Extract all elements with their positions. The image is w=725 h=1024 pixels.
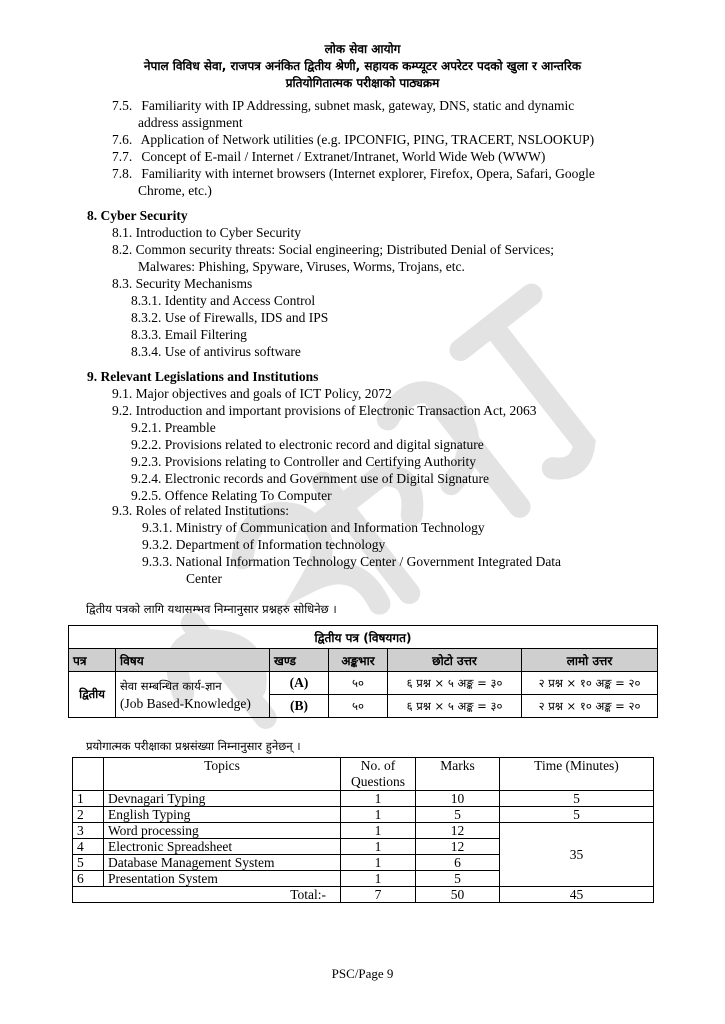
item-9-2-5: 9.2.5. Offence Relating To Computer xyxy=(131,488,332,503)
item-8-2: 8.2. Common security threats: Social engineering; Distributed Denial of Services; xyxy=(112,242,555,257)
note-paper-two: द्वितीय पत्रको लागि यथासम्भव निम्नानुसार प्रश्नहरु सोधिनेछ । xyxy=(86,602,337,616)
table2-header-row xyxy=(73,758,654,791)
table2-marks: 12 xyxy=(416,823,500,839)
table1-header-short: छोटो उत्तर xyxy=(388,649,522,672)
table2-time: 5 xyxy=(500,791,654,807)
item-7-8: 7.8. Familiarity with internet browsers (Internet explorer, Firefox, Opera, Safari, Google xyxy=(112,166,595,181)
table2-header-sn xyxy=(73,758,104,791)
table1-subject-english: (Job Based-Knowledge) xyxy=(120,695,251,711)
item-9-3-1: 9.3.1. Ministry of Communication and Information Technology xyxy=(142,520,485,535)
table2-sn: 2 xyxy=(73,807,104,823)
practical-table xyxy=(72,757,654,903)
table2-total-marks: 50 xyxy=(416,887,500,903)
table2-sn: 6 xyxy=(73,871,104,887)
table2-total-label: Total:- xyxy=(73,887,341,903)
item-9-2-4: 9.2.4. Electronic records and Government use of Digital Signature xyxy=(131,471,490,486)
header-subtitle: प्रतियोगितात्मक परीक्षाको पाठ्यक्रम xyxy=(285,76,440,90)
table2-marks: 10 xyxy=(416,791,500,807)
table1-paper: द्वितीय xyxy=(69,672,116,718)
table1-subject-nepali: सेवा सम्बन्धित कार्य-ज्ञान xyxy=(120,678,222,693)
table2-marks: 6 xyxy=(416,855,500,871)
table2-topic: Devnagari Typing xyxy=(104,791,341,807)
item-7-7: 7.7. Concept of E-mail / Internet / Extranet/Intranet, World Wide Web (WWW) xyxy=(112,149,546,164)
table2-topic: Electronic Spreadsheet xyxy=(104,839,341,855)
paper-two-table xyxy=(68,625,658,718)
table2-questions: 1 xyxy=(341,807,416,823)
table2-header-marks: Marks xyxy=(416,758,500,791)
section-8-title: 8. Cyber Security xyxy=(87,208,188,223)
note-practical: प्रयोगात्मक परीक्षाका प्रश्नसंख्या निम्नानुसार हुनेछन् । xyxy=(86,739,301,753)
item-7-5: 7.5. Familiarity with IP Addressing, subnet mask, gateway, DNS, static and dynamic xyxy=(112,98,575,113)
table1-short: ६ प्रश्न × ५ अङ्क = ३० xyxy=(388,695,522,718)
table-row xyxy=(73,807,654,823)
item-7-8-cont: Chrome, etc.) xyxy=(138,183,212,198)
item-8-3-3: 8.3.3. Email Filtering xyxy=(131,327,247,342)
item-8-3-1: 8.3.1. Identity and Access Control xyxy=(131,293,316,308)
table1-long: २ प्रश्न × १० अङ्क = २० xyxy=(522,695,658,718)
table1-header-long: लामो उत्तर xyxy=(522,649,658,672)
table1-header-row xyxy=(69,649,658,672)
table2-topic: English Typing xyxy=(104,807,341,823)
table1-subject xyxy=(116,672,270,718)
table2-questions: 1 xyxy=(341,791,416,807)
table2-topic: Database Management System xyxy=(104,855,341,871)
table2-header-time: Time (Minutes) xyxy=(500,758,654,791)
item-7-6: 7.6. Application of Network utilities (e.g. IPCONFIG, PING, TRACERT, NSLOOKUP) xyxy=(112,132,595,147)
table1-header-paper: पत्र xyxy=(69,649,116,672)
item-9-2-3: 9.2.3. Provisions relating to Controller and Certifying Authority xyxy=(131,454,476,469)
table2-total-row xyxy=(73,887,654,903)
table2-questions: 1 xyxy=(341,839,416,855)
table1-marks: ५० xyxy=(329,695,388,718)
table2-total-questions: 7 xyxy=(341,887,416,903)
table2-topic: Word processing xyxy=(104,823,341,839)
item-8-3: 8.3. Security Mechanisms xyxy=(112,276,253,291)
table1-marks: ५० xyxy=(329,672,388,695)
table1-header-subject: विषय xyxy=(116,649,270,672)
table2-questions: 1 xyxy=(341,855,416,871)
table2-questions: 1 xyxy=(341,871,416,887)
table1-section: (A) xyxy=(270,672,329,695)
item-9-1: 9.1. Major objectives and goals of ICT Policy, 2072 xyxy=(112,386,392,401)
table2-marks: 5 xyxy=(416,807,500,823)
table-row xyxy=(69,672,658,695)
item-8-3-4: 8.3.4. Use of antivirus software xyxy=(131,344,301,359)
item-9-2: 9.2. Introduction and important provisions of Electronic Transaction Act, 2063 xyxy=(112,403,537,418)
item-7-5-cont: address assignment xyxy=(138,115,243,130)
table2-sn: 4 xyxy=(73,839,104,855)
table1-long: २ प्रश्न × १० अङ्क = २० xyxy=(522,672,658,695)
table1-short: ६ प्रश्न × ५ अङ्क = ३० xyxy=(388,672,522,695)
item-9-2-2: 9.2.2. Provisions related to electronic record and digital signature xyxy=(131,437,484,452)
table2-time: 5 xyxy=(500,807,654,823)
table2-sn: 5 xyxy=(73,855,104,871)
table2-header-questions: No. of Questions xyxy=(341,758,416,791)
table2-sn: 3 xyxy=(73,823,104,839)
table1-caption: द्वितीय पत्र (विषयगत) xyxy=(69,626,658,649)
item-9-3-3-cont: Center xyxy=(186,571,222,586)
item-9-2-1: 9.2.1. Preamble xyxy=(131,420,216,435)
header-org: लोक सेवा आयोग xyxy=(324,42,401,56)
table2-topic: Presentation System xyxy=(104,871,341,887)
item-8-2-cont: Malwares: Phishing, Spyware, Viruses, Worms, Trojans, etc. xyxy=(138,259,465,274)
table2-marks: 12 xyxy=(416,839,500,855)
table-row xyxy=(73,823,654,839)
table-row xyxy=(73,791,654,807)
table2-marks: 5 xyxy=(416,871,500,887)
table1-section: (B) xyxy=(270,695,329,718)
item-8-3-2: 8.3.2. Use of Firewalls, IDS and IPS xyxy=(131,310,329,325)
section-9-title: 9. Relevant Legislations and Institutions xyxy=(87,369,319,384)
header-title: नेपाल विविध सेवा, राजपत्र अनंकित द्वितीय श्रेणी, सहायक कम्प्यूटर अपरेटर पदको खुला र आन्तरिक xyxy=(143,59,582,73)
table1-header-marks: अङ्कभार xyxy=(329,649,388,672)
item-9-3-2: 9.3.2. Department of Information technology xyxy=(142,537,386,552)
table2-questions: 1 xyxy=(341,823,416,839)
page-footer: PSC/Page 9 xyxy=(331,966,394,981)
table2-sn: 1 xyxy=(73,791,104,807)
item-9-3-3: 9.3.3. National Information Technology Center / Government Integrated Data xyxy=(142,554,562,569)
table2-merged-time: 35 xyxy=(500,823,654,887)
table2-total-time: 45 xyxy=(500,887,654,903)
table2-header-topics: Topics xyxy=(104,758,341,791)
item-8-1: 8.1. Introduction to Cyber Security xyxy=(112,225,301,240)
table1-header-section: खण्ड xyxy=(270,649,329,672)
item-9-3: 9.3. Roles of related Institutions: xyxy=(112,503,289,518)
